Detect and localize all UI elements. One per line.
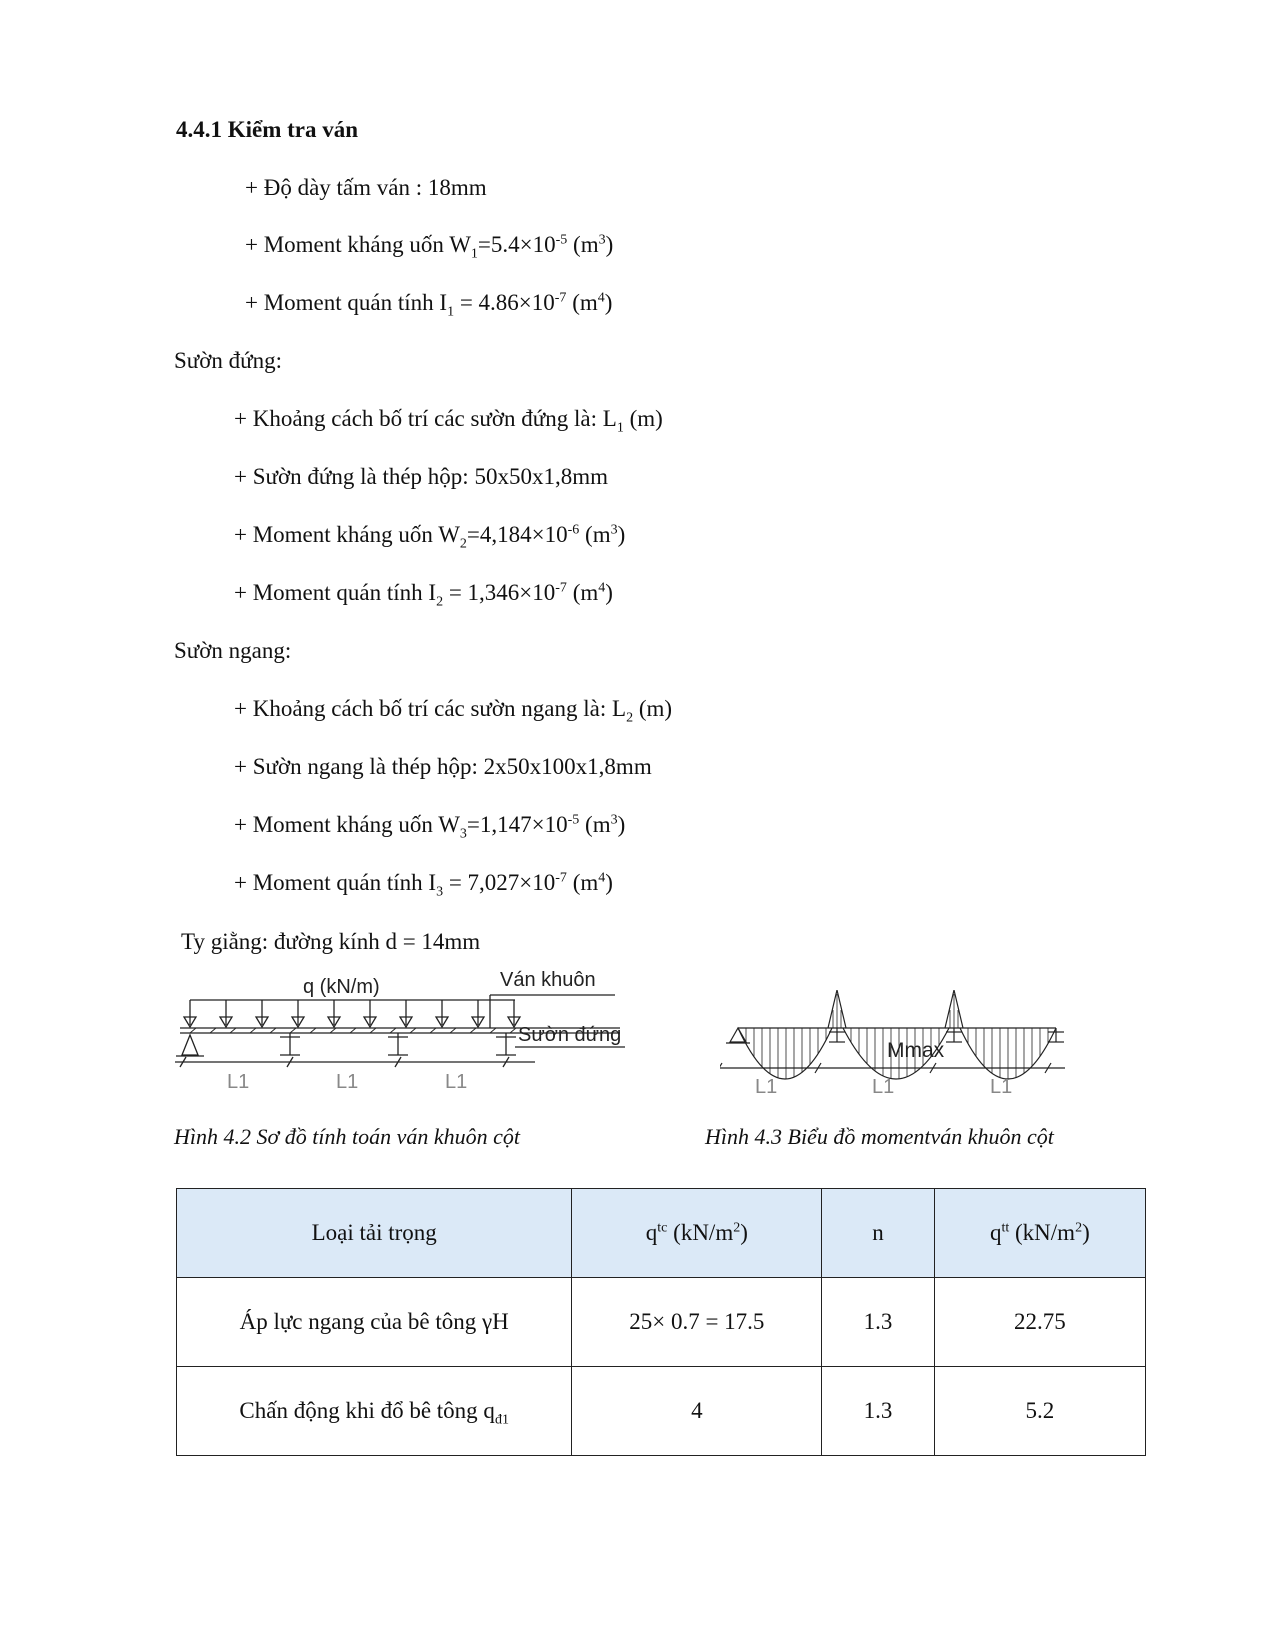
header-n: n — [822, 1189, 934, 1278]
figure-4-3-caption: Hình 4.3 Biểu đồ momentván khuôn cột — [705, 1124, 1054, 1149]
section-heading: 4.4.1 Kiểm tra ván — [176, 117, 359, 142]
load-arrows — [184, 1000, 520, 1027]
table-row — [177, 1367, 1146, 1456]
mmax-label: Mmax — [887, 1039, 945, 1062]
moment-diagram-figure — [720, 990, 1105, 1120]
suon-dung-w2: + Moment kháng uốn $W_2=4,184\times 10^{-6}$ $(m^3)$ — [234, 522, 626, 552]
suon-ngang-i3: + Moment quán tính $I_3 = 7,027\times 10^{-7}$ $(m^4)$ — [234, 870, 613, 900]
van-w1: + Moment kháng uốn $W_1=5.4\times 10^{-5}$ $(m^3)$ — [245, 232, 614, 262]
load-label: q (kN/m) — [303, 976, 380, 998]
suon-ngang-w3: + Moment kháng uốn $W_3=1,147\times 10^{-5}$ $(m^3)$ — [234, 812, 626, 842]
table-row — [177, 1278, 1146, 1367]
suon-ngang-title: Sườn ngang: — [174, 638, 292, 663]
cell-qtc: 4 — [572, 1367, 822, 1456]
suon-dung-label: Sườn đứng — [518, 1024, 622, 1046]
suon-dung-type: + Sườn đứng là thép hộp: 50x50x1,8mm — [234, 464, 608, 489]
ty-giang: Ty giằng: đường kính d = 14mm — [181, 929, 481, 954]
figure-4-2-caption: Hình 4.2 Sơ đồ tính toán ván khuôn cột — [174, 1124, 520, 1149]
supports — [176, 1033, 516, 1056]
span-label: L1 — [872, 1076, 895, 1098]
van-i1: + Moment quán tính $I_1 = 4.86\times 10^{-7}$ $(m^4)$ — [245, 290, 613, 320]
suon-ngang-type: + Sườn ngang là thép hộp: 2x50x100x1,8mm — [234, 754, 652, 779]
table-header-row — [177, 1189, 1146, 1278]
header-load-type: Loại tải trọng — [177, 1189, 572, 1278]
suon-dung-i2: + Moment quán tính $I_2 = 1,346\times 10^{-7}$ $(m^4)$ — [234, 580, 613, 610]
van-khuon-label: Ván khuôn — [500, 969, 596, 991]
cell-load-name: Áp lực ngang của bê tông γH — [177, 1278, 572, 1367]
header-qtc: $q^{tc}$ $(kN/m^2)$ — [572, 1189, 822, 1278]
cell-qtt: 5.2 — [934, 1367, 1145, 1456]
cell-load-name: Chấn động khi đổ bê tông $q_{đ1}$ — [177, 1367, 572, 1456]
van-thickness: + Độ dày tấm ván : 18mm — [245, 175, 487, 200]
cell-n: 1.3 — [822, 1367, 934, 1456]
span-label: L1 — [227, 1071, 250, 1093]
cell-n: 1.3 — [822, 1278, 934, 1367]
load-scheme-figure — [170, 955, 650, 1095]
suon-dung-title: Sườn đứng: — [174, 348, 283, 373]
span-label: L1 — [990, 1076, 1013, 1098]
span-label: L1 — [445, 1071, 468, 1093]
load-table — [176, 1188, 1146, 1456]
suon-dung-spacing: + Khoảng cách bố trí các sườn đứng là: $L_1$ (m) — [234, 406, 663, 436]
cell-qtt: 22.75 — [934, 1278, 1145, 1367]
header-qtt: $q^{tt}$ $(kN/m^2)$ — [934, 1189, 1145, 1278]
span-label: L1 — [755, 1076, 778, 1098]
suon-ngang-spacing: + Khoảng cách bố trí các sườn ngang là: $L_2$ (m) — [234, 696, 673, 726]
span-label: L1 — [336, 1071, 359, 1093]
cell-qtc: 25× 0.7 = 17.5 — [572, 1278, 822, 1367]
